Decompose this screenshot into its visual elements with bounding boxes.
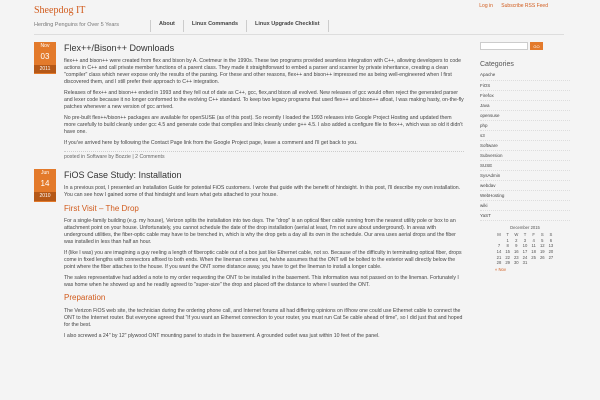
search-go-button[interactable]: GO [530, 42, 543, 50]
category-link[interactable]: SysAdmin [480, 173, 570, 181]
main-content [34, 42, 464, 348]
calendar-cell: 25 [531, 254, 536, 260]
category-link[interactable]: opensuse [480, 113, 570, 121]
category-link[interactable]: webdav [480, 183, 570, 191]
calendar-title: December 2015 [510, 225, 540, 231]
calendar-cell: 28 [496, 260, 502, 266]
post-paragraph: Releases of flex++ and bison++ ended in 1993 and they fell out of date as C++, gcc, flex,and bison all evolved. New releases of gcc would often reject the generated parser and lexer code because it no longer conformed to the evolving C++ standard. To keep two legacy programs that used flex++ and bison++ afloat, I was making hasty, on-the-fly patches whenever a new version of gcc arrived. [64, 90, 464, 111]
post-paragraph: The Verizon FiOS web site, the technician during the ordering phone call, and Internet forums all had differing opinions on if/how one could use Ethernet cable to connect the ONT to the Internet router. But everyone agreed that "if you want an Ethernet connection to your router, you must run Cat 5e cable ahead of time", so I did just that and hoped for the best. [64, 308, 463, 329]
calendar-cell: 7 [497, 243, 501, 249]
calendar-cell [530, 260, 538, 266]
calendar-cell: 14 [496, 249, 502, 255]
nav-about[interactable]: About [150, 20, 183, 32]
category-link[interactable]: s3 [480, 133, 570, 141]
calendar-grid [495, 232, 555, 266]
categories-title: Categories [480, 61, 514, 68]
category-link[interactable]: php [480, 123, 570, 131]
calendar-cell: M [497, 232, 501, 238]
calendar-cell: 31 [522, 260, 528, 266]
post-paragraph: No pre-built flex++/bison++ packages are available for openSUSE (as of this post). So recently I loaded the 1993 releases into Google Project Hosting and updated them more carefully to build cleanly under gcc 4.5 and generate code that compiles and links cleanly under g++ 4.5. I also added a configure file to flex++, which was so old it didn't have one. [64, 115, 463, 136]
post-intro: In a previous post, I presented an Installation Guide for potential FiOS customers. I wrote that guide with the benefit of hindsight. In this post, I'll describe my own installation. You can see how I gained some of that hindsight and learn what gets attached to your house. [64, 185, 461, 199]
calendar-cell: 4 [532, 237, 535, 243]
calendar-cell: 15 [505, 249, 510, 255]
category-link[interactable]: WebHosting [480, 193, 570, 201]
calendar-cell: 24 [522, 254, 528, 260]
category-link[interactable]: FiOS [480, 83, 570, 91]
calendar-cell: 5 [541, 237, 544, 243]
site-title[interactable]: Sheepdog IT [34, 5, 86, 16]
site-header [0, 0, 600, 34]
post-paragraph: flex++ and bison++ were created from flex and bison by A. Coetmeur in the 1990s. These two programs provided seamless integration with C++, allowing developers to code actions in C++ and call private member functions of a parent class. They made it straightforward to embed a parser and scanner by private inheritance, creating a clean "compiler" class which never expose only the results of the parsing. For these and other reasons, flex++ and bison++ impressed me as being well-engineered when I first discovered them, and I still prefer their approach to C++ integration. [64, 58, 461, 86]
login-link[interactable]: Log in [479, 3, 493, 9]
calendar-cell: 12 [539, 243, 545, 249]
calendar-cell: 11 [531, 243, 536, 249]
post-paragraph: If (like I was) you are imagining a guy reeling a length of fiberoptic cable out of a box just like Ethernet cable, not so. Because of the difficulty in terminating optical fiber, drops come in fixed lengths with connectors affixed to both ends. When the lineman comes out, he/she assumes that the ONT will be bolted to the exterior wall directly below the point where the fiber attaches to the house. If you want the ONT some distance away, you have to get the lineman to install a longer cable. [64, 250, 462, 271]
sidebar [480, 42, 570, 273]
calendar-cell: 27 [548, 254, 554, 260]
calendar-cell: 10 [522, 243, 528, 249]
calendar-cell: 3 [523, 237, 527, 243]
calendar-cell: 18 [531, 249, 536, 255]
calendar-cell: 21 [496, 254, 502, 260]
nav-linux-commands[interactable]: Linux Commands [183, 20, 246, 32]
category-link[interactable]: Java [480, 103, 570, 111]
calendar-row [495, 260, 555, 266]
category-link[interactable]: Software [480, 143, 570, 151]
categories-list [480, 72, 570, 221]
nav-upgrade-checklist[interactable]: Linux Upgrade Checklist [246, 20, 329, 32]
calendar-cell: 6 [549, 237, 553, 243]
calendar-cell: S [540, 232, 544, 238]
post-month: Jun [40, 170, 50, 177]
calendar-cell: 26 [539, 254, 545, 260]
calendar-cell: S [549, 232, 553, 238]
post-paragraph: The sales representative had added a note to my order requesting the ONT to be installed in the basement. This information was not passed on to the lineman. Fortunately I was home when he showed up and he readily agreed to "super-size" the drop and placed off the distance to where I wanted the ONT. [64, 275, 459, 289]
calendar-cell [547, 260, 555, 266]
post-year: 2010 [34, 192, 56, 201]
post-title[interactable]: Flex++/Bison++ Downloads [64, 43, 175, 53]
category-link[interactable]: SUSE [480, 163, 570, 171]
calendar-cell: 8 [506, 243, 509, 249]
top-links [472, 3, 548, 10]
main-nav [150, 20, 329, 32]
tagline: Herding Penguins for Over 5 Years [34, 22, 119, 28]
post-year: 2011 [34, 65, 56, 74]
calendar-cell: 16 [513, 249, 519, 255]
post-flex-bison [34, 42, 464, 161]
category-link[interactable]: wiki [480, 203, 570, 211]
calendar-cell: W [514, 232, 519, 238]
calendar-cell [538, 260, 546, 266]
category-link[interactable]: Apache [480, 72, 570, 80]
calendar-cell: 13 [548, 243, 554, 249]
calendar-cell: 29 [505, 260, 510, 266]
calendar-cell: 2 [515, 237, 518, 243]
calendar-cell: T [506, 232, 509, 238]
search-input[interactable] [480, 42, 528, 50]
rss-link[interactable]: Subscribe RSS Feed [501, 3, 548, 9]
post-title[interactable]: FiOS Case Study: Installation [64, 170, 182, 181]
calendar [495, 225, 555, 272]
calendar-cell: 30 [513, 260, 519, 266]
calendar-cell: 9 [515, 243, 518, 249]
calendar-prev-link[interactable]: « Nov [495, 267, 506, 273]
post-day: 14 [40, 179, 50, 189]
section-heading-first-visit: First Visit – The Drop [64, 203, 139, 213]
calendar-cell: 1 [506, 237, 509, 243]
calendar-cell: 22 [505, 254, 510, 260]
post-paragraph: If you've arrived here by following the Contact Page link from the Google Project page, leave a comment and I'll get back to you. [64, 140, 358, 147]
calendar-cell: T [523, 232, 527, 238]
header-divider [34, 34, 564, 35]
calendar-cell: 19 [539, 249, 545, 255]
category-link[interactable]: YaST [480, 213, 570, 221]
category-link[interactable]: Subversion [480, 153, 570, 161]
category-link[interactable]: Firefox [480, 93, 570, 101]
calendar-cell: 20 [548, 249, 554, 255]
calendar-cell: 17 [522, 249, 528, 255]
post-paragraph: For a single-family building (e.g. my house), Verizon splits the installation into two days. The "drop" is an optical fiber cable running from the nearest utility pole or box to an attachment point on your house. Unfortunately, you cannot schedule the date of the drop installation (aerial at least, I'm not sure about underground). In areas with underground utilities, the fiber-optic cable may have to be trenched in, which is why the drop gets a day all its own in the schedule. Our area uses aerial drops and the fiber was installed in less than half an hour. [64, 218, 456, 246]
post-day: 03 [40, 51, 50, 61]
calendar-cell: F [532, 232, 535, 238]
post-month: Nov [40, 43, 50, 49]
post-meta: posted in Software by Bozzie | 2 Comments [64, 151, 464, 161]
post-date-badge [34, 42, 56, 74]
post-paragraph: I also screwed a 24" by 12" plywood ONT mounting panel to studs in the basement. A grounded outlet was just within 10 feet of the panel. [64, 333, 380, 340]
search-form [480, 42, 570, 50]
calendar-cell: 23 [513, 254, 519, 260]
post-fios [34, 169, 464, 340]
post-date-badge [34, 169, 56, 201]
section-heading-preparation: Preparation [64, 293, 106, 303]
